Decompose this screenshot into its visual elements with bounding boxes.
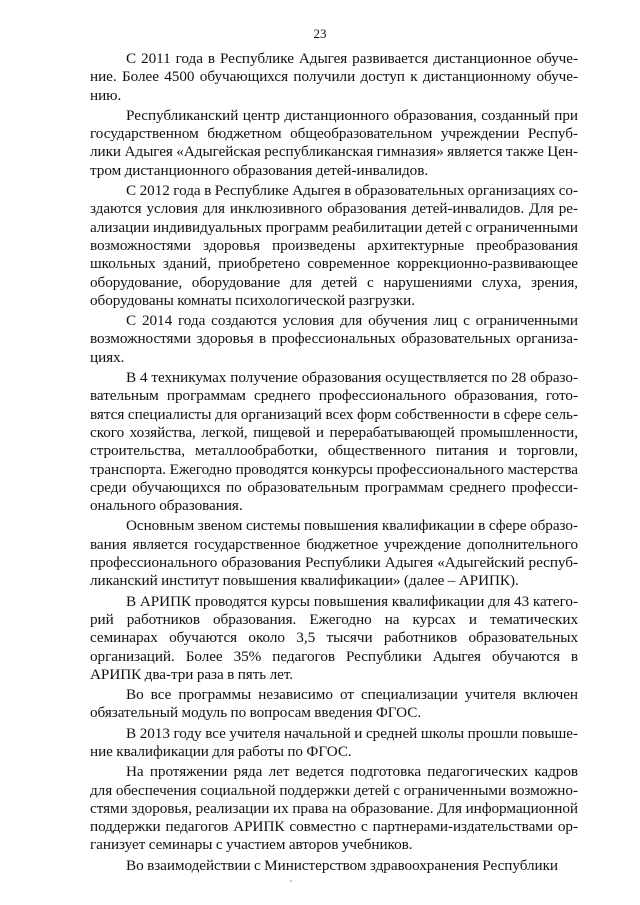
paragraph-fgos-module: Во все программы независимо от специализации учителя включен обязательный модуль по вопросам введения ФГОС. [90, 686, 578, 722]
page-number: 23 [313, 26, 327, 41]
document-body [90, 50, 578, 875]
scan-speck [290, 880, 292, 882]
paragraph-teacher-training: На протяжении ряда лет ведется подготовка педагогических кадров для обеспечения социальной поддержки детей с ограниченными возможностями здоровья, реализации их права на образование. Для информационной поддержки педагогов АРИПК совместно с партнерами-издательствами организует семинары с участием авторов учебников. [90, 763, 578, 854]
paragraph-health-ministry: Во взаимодействии с Министерством здравоохранения Республики [126, 856, 559, 874]
paragraph-technical-colleges: В 4 техникумах получение образования осуществляется по 28 образовательным программам среднего профессионального образования, готовятся специалисты для организаций всех форм собственности в сфере сельского хозяйства, легкой, пищевой и перерабатывающей промышленности, строительства, металлообработки, общественного питания и торговли, транспорта. Ежегодно проводятся конкурсы профессионального мастерства среди обучающихся по образовательным программам среднего профессионального образования. [90, 369, 578, 515]
paragraph-distance-center: Республиканский центр дистанционного образования, созданный при государственном бюджетном общеобразовательном учреждении Республики Адыгея «Адыгейская республиканская гимназия» является также Центром дистанционного образования детей-инвалидов. [90, 106, 578, 179]
paragraph-professional-organizations: С 2014 года создаются условия для обучения лиц с ограниченными возможностями здоровья в профессиональных образовательных организациях. [90, 312, 578, 366]
paragraph-aripk-institute: Основным звеном системы повышения квалификации в сфере образования является государственное бюджетное учреждение дополнительного профессионального образования Республики Адыгея «Адыгейский республиканский институт повышения квалификации» (далее – АРИПК). [90, 517, 578, 590]
paragraph-fgos-training-2013: В 2013 году все учителя начальной и средней школы прошли повышение квалификации для работы по ФГОС. [90, 724, 578, 760]
paragraph-aripk-courses: В АРИПК проводятся курсы повышения квалификации для 43 категорий работников образования. Ежегодно на курсах и тематических семинарах обучаются около 3,5 тысячи работников образовательных организаций. Более 35% педагогов Республики Адыгея обучаются в АРИПК два-три раза в пять лет. [90, 592, 578, 683]
paragraph-distance-learning: С 2011 года в Республике Адыгея развивается дистанционное обучение. Более 4500 обучающихся получили доступ к дистанционному обучению. [90, 50, 578, 104]
paragraph-inclusive-education: С 2012 года в Республике Адыгея в образовательных организациях создаются условия для инклюзивного образования детей-инвалидов. Для реализации индивидуальных программ реабилитации детей с ограниченными возможностями здоровья произведены архитектурные преобразования школьных зданий, приобретено современное коррекционно-развивающее оборудование, оборудование для детей с нарушениями слуха, зрения, оборудованы комнаты психологической разгрузки. [90, 182, 578, 309]
